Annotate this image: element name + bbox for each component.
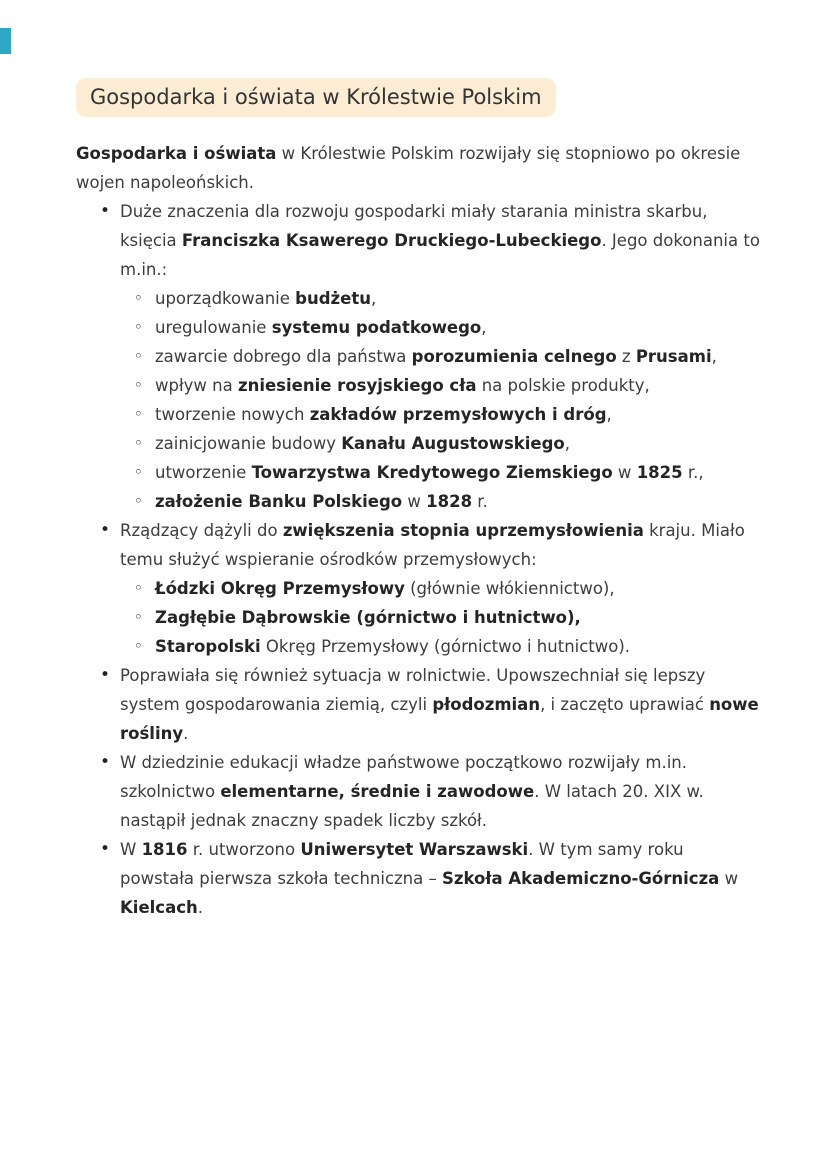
sub-list-item-text: Łódzki Okręg Przemysłowy (głównie włókiennictwo), (155, 579, 615, 598)
sub-list-item-text: uporządkowanie budżetu, (155, 289, 377, 308)
list-item (76, 661, 760, 748)
sub-list-item (120, 429, 760, 458)
sub-list-item (120, 603, 760, 632)
sub-list-item-text: uregulowanie systemu podatkowego, (155, 318, 487, 337)
list-item (76, 197, 760, 516)
sub-list-item (120, 632, 760, 661)
sub-list-item (120, 458, 760, 487)
sub-list-item (120, 574, 760, 603)
sub-list-item-text: zainicjowanie budowy Kanału Augustowskiego, (155, 434, 571, 453)
sub-list-item (120, 400, 760, 429)
list-item (76, 748, 760, 835)
sub-list-item-text: Zagłębie Dąbrowskie (górnictwo i hutnictwo), (155, 608, 581, 627)
list-item-text: Duże znaczenia dla rozwoju gospodarki miały starania ministra skarbu, księcia Franciszka Ksawerego Druckiego-Lubeckiego. Jego dokonania to m.in.: (120, 202, 760, 279)
sub-list-item-text: tworzenie nowych zakładów przemysłowych i dróg, (155, 405, 612, 424)
sub-bullet-list (120, 284, 760, 516)
list-item-text: Rządzący dążyli do zwiększenia stopnia uprzemysłowienia kraju. Miało temu służyć wspieranie ośrodków przemysłowych: (120, 521, 745, 569)
list-item (76, 835, 760, 922)
list-item-text: W 1816 r. utworzono Uniwersytet Warszawski. W tym samy roku powstała pierwsza szkoła techniczna – Szkoła Akademiczno-Górnicza w Kielcach. (120, 840, 739, 917)
sub-list-item-text: Staropolski Okręg Przemysłowy (górnictwo i hutnictwo). (155, 637, 631, 656)
sub-list-item-text: wpływ na zniesienie rosyjskiego cła na polskie produkty, (155, 376, 650, 395)
sub-list-item-text: zawarcie dobrego dla państwa porozumienia celnego z Prusami, (155, 347, 717, 366)
sub-bullet-list (120, 574, 760, 661)
title-row (76, 74, 760, 117)
bullet-list (76, 197, 760, 922)
sub-list-item (120, 487, 760, 516)
page-title: Gospodarka i oświata w Królestwie Polskim (76, 78, 556, 117)
sub-list-item (120, 342, 760, 371)
intro-paragraph: Gospodarka i oświata w Królestwie Polskim rozwijały się stopniowo po okresie wojen napoleońskich. (76, 144, 741, 192)
list-item-text: W dziedzinie edukacji władze państwowe początkowo rozwijały m.in. szkolnictwo elementarne, średnie i zawodowe. W latach 20. XIX w. nastąpił jednak znaczny spadek liczby szkół. (120, 753, 704, 830)
page-edge-marker (0, 28, 11, 54)
sub-list-item (120, 313, 760, 342)
sub-list-item (120, 371, 760, 400)
list-item (76, 516, 760, 661)
sub-list-item-text: założenie Banku Polskiego w 1828 r. (155, 492, 488, 511)
list-item-text: Poprawiała się również sytuacja w rolnictwie. Upowszechniał się lepszy system gospodarowania ziemią, czyli płodozmian, i zaczęto uprawiać nowe rośliny. (120, 666, 759, 743)
sub-list-item-text: utworzenie Towarzystwa Kredytowego Ziemskiego w 1825 r., (155, 463, 704, 482)
sub-list-item (120, 284, 760, 313)
